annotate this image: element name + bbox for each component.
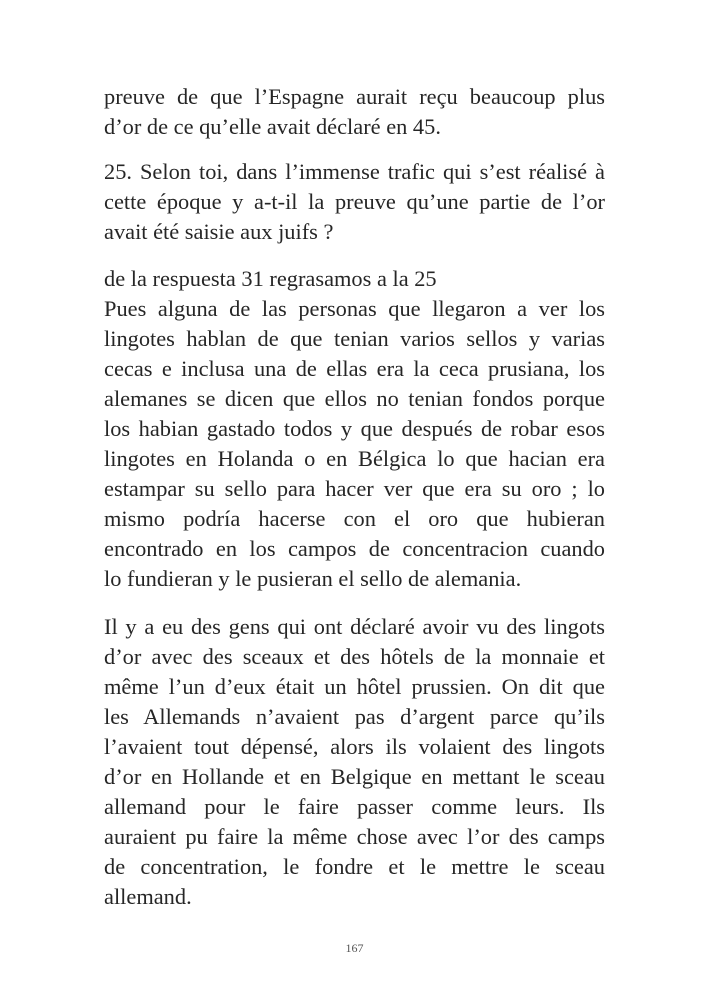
text-line: lo fundieran y le pusieran el sello de alemania. (104, 566, 522, 591)
text-line: allemand. (104, 884, 192, 909)
text-line: 25. Selon toi, dans l’immense trafic qui s’est réalisé à (104, 159, 605, 184)
text-line: d’or de ce qu’elle avait déclaré en 45. (104, 114, 441, 139)
text-line: d’or avec des sceaux et des hôtels de la monnaie et (104, 644, 605, 669)
paragraph-2-question (104, 157, 605, 247)
text-line: auraient pu faire la même chose avec l’or des camps (104, 824, 605, 849)
text-line: de concentration, le fondre et le mettre le sceau (104, 854, 605, 879)
text-line: Il y a eu des gens qui ont déclaré avoir vu des lingots (104, 614, 605, 639)
paragraph-1 (104, 82, 605, 142)
text-line: les Allemands n’avaient pas d’argent parce qu’ils (104, 704, 605, 729)
text-line: l’avaient tout dépensé, alors ils volaient des lingots (104, 734, 605, 759)
text-line: même l’un d’eux était un hôtel prussien. On dit que (104, 674, 605, 699)
text-line: los habian gastado todos y que después de robar esos (104, 416, 605, 441)
text-line: preuve de que l’Espagne aurait reçu beaucoup plus (104, 84, 605, 109)
text-line: alemanes se dicen que ellos no tenian fondos porque (104, 386, 605, 411)
paragraph-4-french-translation (104, 612, 605, 912)
text-line: d’or en Hollande et en Belgique en mettant le sceau (104, 764, 605, 789)
text-line: allemand pour le faire passer comme leurs. Ils (104, 794, 605, 819)
text-line: Pues alguna de las personas que llegaron a ver los (104, 296, 605, 321)
text-line: cecas e inclusa una de ellas era la ceca prusiana, los (104, 356, 605, 381)
text-line: lingotes en Holanda o en Bélgica lo que hacian era (104, 446, 605, 471)
text-line: encontrado en los campos de concentracion cuando (104, 536, 605, 561)
text-line: cette époque y a-t-il la preuve qu’une partie de l’or (104, 189, 605, 214)
text-line: mismo podría hacerse con el oro que hubieran (104, 506, 605, 531)
paragraph-3-spanish-answer (104, 264, 605, 594)
text-line: estampar su sello para hacer ver que era su oro ; lo (104, 476, 605, 501)
text-line: lingotes hablan de que tenian varios sellos y varias (104, 326, 605, 351)
text-line: de la respuesta 31 regrasamos a la 25 (104, 266, 437, 291)
text-line: avait été saisie aux juifs ? (104, 219, 334, 244)
page-number: 167 (345, 941, 364, 955)
